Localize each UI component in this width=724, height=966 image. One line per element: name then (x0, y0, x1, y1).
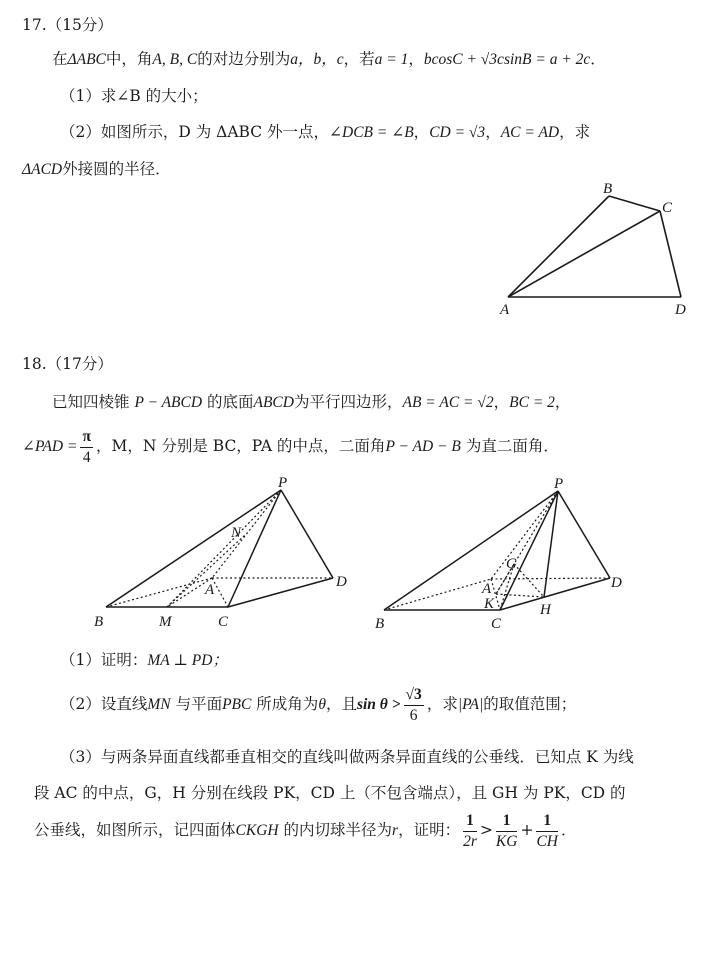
q17-part1: （1）求∠B 的大小； (60, 87, 208, 105)
fig2-edge-PB (384, 491, 558, 610)
fig1-label-B: B (94, 614, 104, 630)
q17-header: 17.（15分） (22, 16, 113, 34)
q17-label-D: D (675, 302, 686, 318)
fig2-edge-CD (500, 578, 610, 610)
fig2-label-B: B (375, 616, 385, 632)
fig2-edge-AB (384, 579, 491, 610)
fig1-label-P: P (278, 475, 288, 491)
one-over-CH-fraction: $\frac{1}{CH}$ (536, 811, 558, 850)
q18-statement-line1: 已知四棱锥 P − ABCD 的底面ABCD为平行四边形，AB = AC = √2，BC = 2， (52, 393, 571, 411)
fig2-label-K: K (484, 596, 495, 612)
pi-over-4-fraction: $\frac{\pi}{4}$ (82, 427, 91, 466)
q18-header: 18.（17分） (22, 355, 113, 373)
q18-part3-line1: （3）与两条异面直线都垂直相交的直线叫做两条异面直线的公垂线．已知点 K 为线 (60, 748, 634, 766)
fig2-label-H: H (540, 602, 551, 618)
fig2-label-G: G (506, 556, 517, 572)
one-over-KG-fraction: $\frac{1}{KG}$ (495, 811, 518, 850)
fig2-edge-KH (496, 594, 544, 597)
q18-statement-line2: ∠PAD = $\frac{\pi}{4}$ ，M，N 分别是 BC，PA 的中点，二面角P − AD − B 为直二面角． (22, 427, 559, 466)
one-over-2r-fraction: $\frac{1}{2r}$ (463, 811, 477, 850)
q18-part1: （1）证明：MA ⊥ PD； (60, 651, 228, 669)
fig1-label-A: A (205, 582, 215, 598)
q17-part2: （2）如图所示，D 为 ΔABC 外一点，∠DCB = ∠B，CD = √3，AC = AD，求 (60, 123, 591, 141)
fig2-label-C: C (491, 616, 502, 632)
fig1-label-N: N (231, 525, 242, 541)
q18-part2: （2）设直线MN 与平面PBC 所成角为θ，且sin θ > $\frac{√3}{6}$ ，求|PA|的取值范围； (60, 685, 577, 724)
fig2-edge-PD (558, 491, 610, 578)
q18-part3-line2: 段 AC 的中点，G，H 分别在线段 PK，CD 上（不包含端点），且 GH 为 PK，CD 的 (34, 784, 626, 802)
fig2-edge-PC (500, 491, 558, 610)
fig1-label-M: M (159, 614, 172, 630)
fig1-label-D: D (336, 574, 347, 590)
q17-label-C: C (662, 200, 673, 216)
fig2-label-A: A (482, 581, 492, 597)
q18-part3-line3: 公垂线，如图所示，记四面体CKGH 的内切球半径为r，证明： $\frac{1}{2r}$ > $\frac{1}{KG}$ + $\frac{1}{CH}$ ． (34, 811, 577, 850)
q17-label-A: A (500, 302, 510, 318)
fig2-edge-GH (514, 564, 544, 597)
fig2-edge-AD (491, 578, 610, 579)
sqrt3-over-6-fraction: $\frac{√3}{6}$ (405, 685, 422, 724)
q17-statement: 在ΔABC中，角A, B, C的对边分别为a，b，c，若a = 1，bcosC + √3csinB = a + 2c． (52, 50, 606, 68)
fig2-label-P: P (554, 476, 564, 492)
q17-label-B: B (603, 181, 613, 197)
fig2-label-D: D (611, 575, 622, 591)
q17-part2-cont: ΔACD外接圆的半径． (22, 160, 171, 178)
fig1-label-C: C (218, 614, 229, 630)
